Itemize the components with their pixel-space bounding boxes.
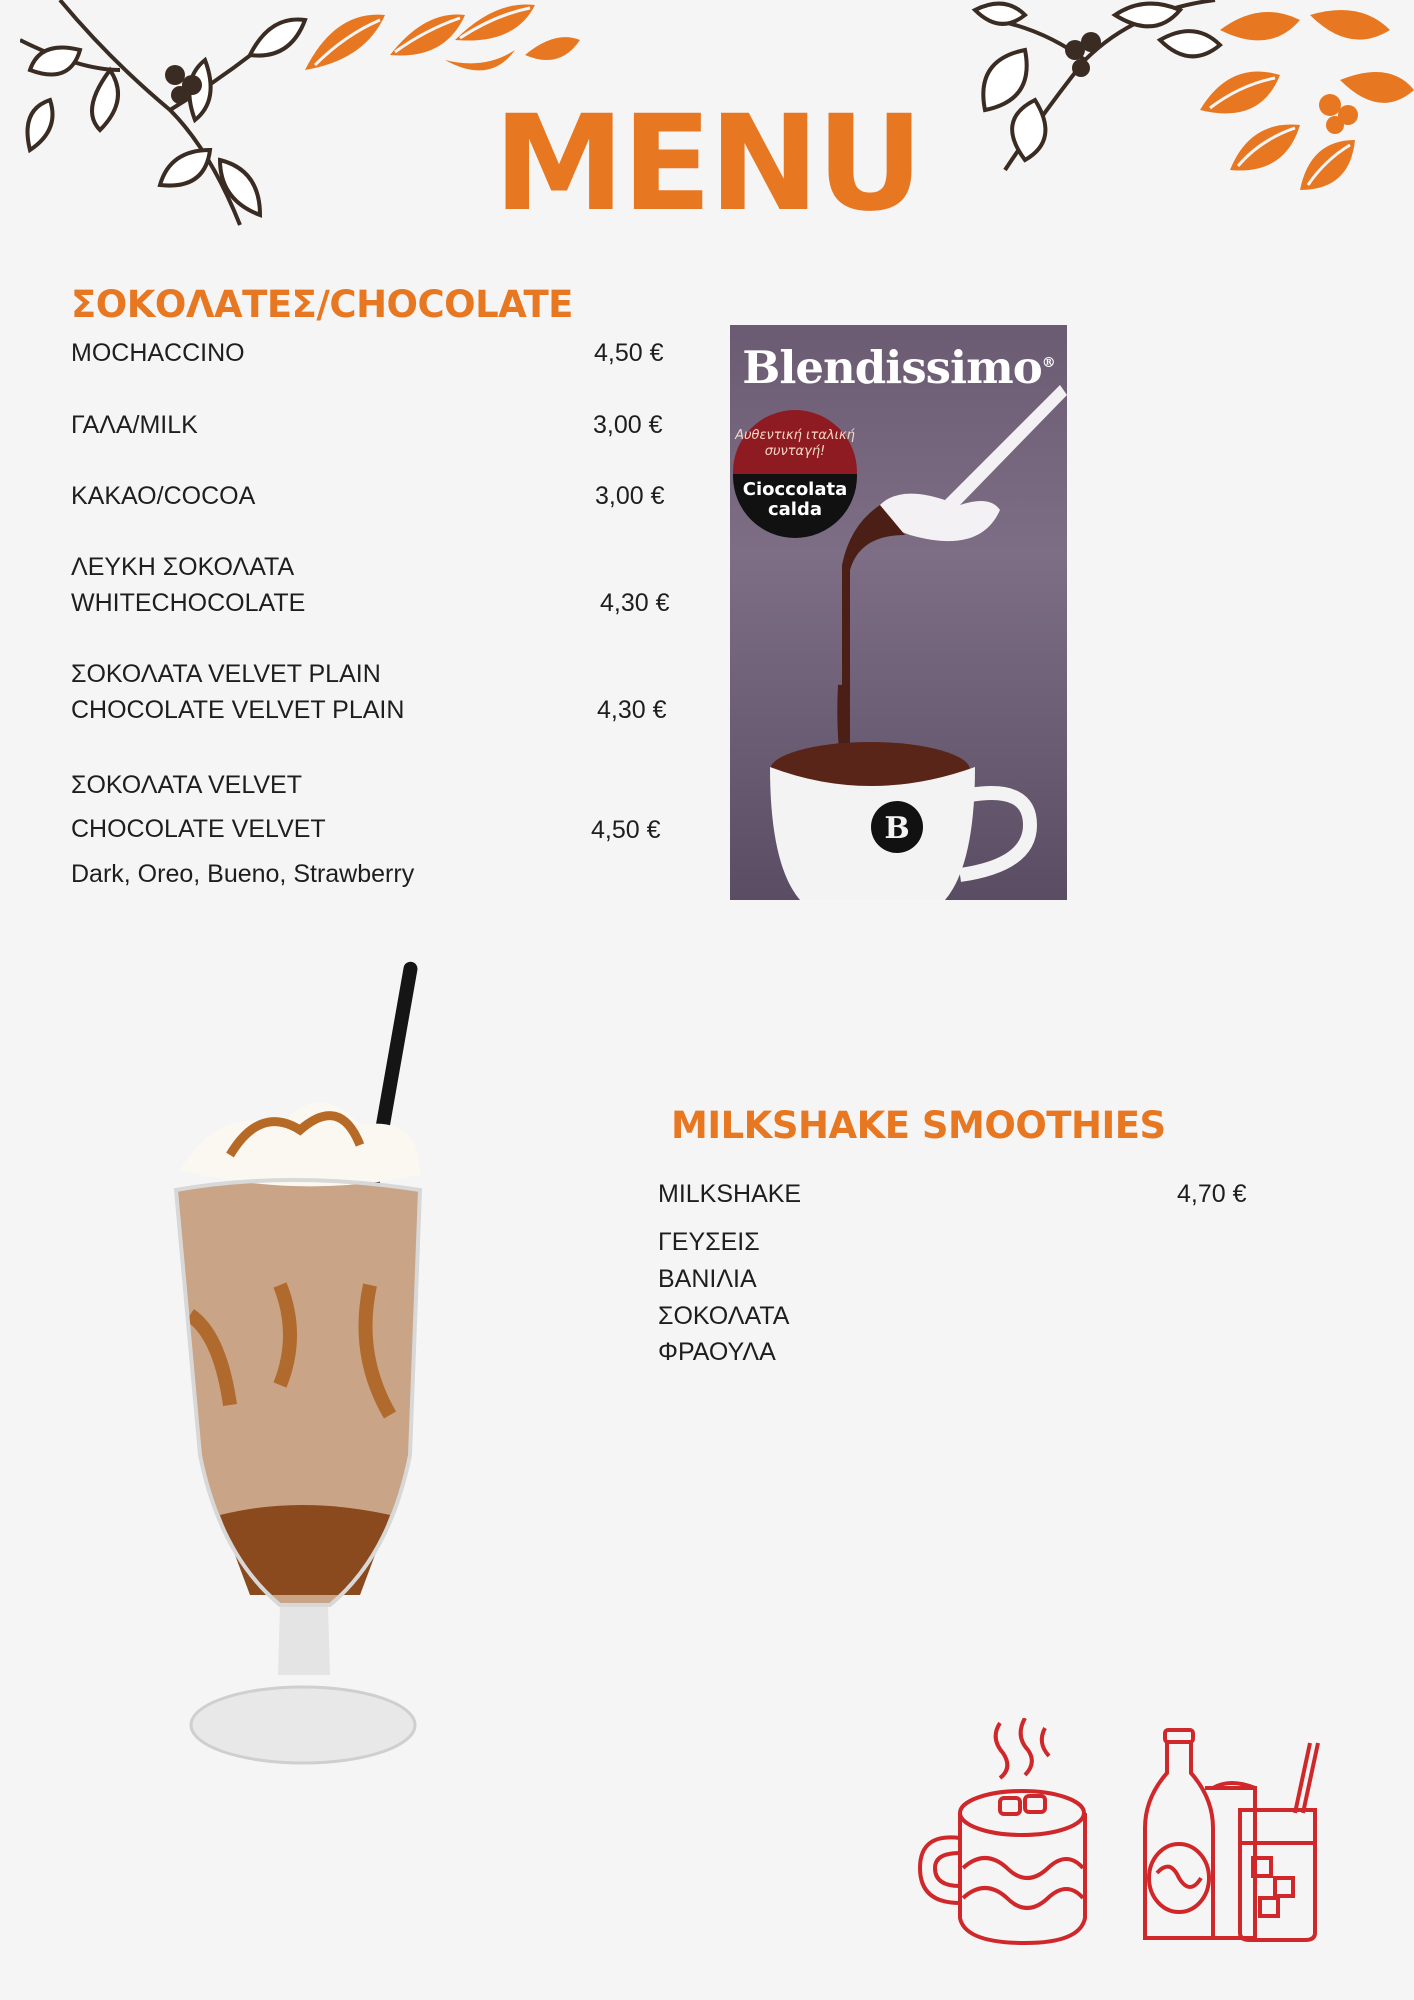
blendissimo-poster-image (730, 325, 1067, 900)
hot-cocoa-mug-icon (915, 1718, 1115, 1948)
flavor-heading: ΓΕΥΣΕΙΣ (658, 1228, 760, 1256)
menu-item-mochaccino (71, 335, 245, 371)
poster-brand: Blendissimo® (742, 341, 1055, 394)
item-name-greek: ΛΕΥΚΗ ΣΟΚΟΛΑΤΑ (71, 553, 295, 581)
chocolate-section-title: ΣΟΚΟΛΑΤΕΣ/CHOCOLATE (71, 283, 573, 326)
item-price: 4,30 € (597, 696, 667, 724)
item-price: 4,50 € (594, 339, 664, 367)
item-name-english-full: CHOCOLATE VELVET (71, 815, 326, 843)
item-name-greek: ΣΟΚΟΛΑΤΑ (71, 771, 208, 799)
coffee-branch-icon (295, 0, 585, 85)
soda-bottles-icon (1135, 1728, 1325, 1948)
item-name-english: WHITECHOCOLATE (71, 589, 306, 618)
milkshake-glass-image (160, 955, 450, 1790)
item-price: 4,70 € (1177, 1180, 1247, 1208)
flavor-list (658, 1224, 789, 1371)
flavor-item: ΒΑΝΙΛΙΑ (658, 1264, 757, 1293)
milkshake-section-title: MILKSHAKE SMOOTHIES (671, 1104, 1166, 1147)
flavor-item: ΣΟΚΟΛΑΤΑ (658, 1301, 790, 1330)
item-price: 3,00 € (593, 411, 663, 439)
menu-item-cocoa (71, 478, 255, 514)
cup-logo: B (884, 811, 910, 846)
item-name-english: VELVET (207, 771, 303, 799)
item-name-english-full: CHOCOLATE VELVET PLAIN (71, 696, 405, 725)
item-price: 3,00 € (595, 482, 665, 510)
item-name-english: MILK (139, 411, 198, 439)
menu-item-velvet (71, 767, 302, 803)
flavor-item: ΦΡΑΟΥΛΑ (658, 1338, 776, 1367)
item-price: 4,50 € (591, 816, 661, 844)
menu-item-velvet-plain (71, 656, 404, 729)
badge-top-text: Αυθεντική ιταλική συνταγή! (733, 410, 857, 474)
badge-bottom-text: Cioccolata calda (733, 474, 857, 538)
page-title: MENU (493, 87, 921, 241)
item-name-greek: ΣΟΚΟΛΑΤΑ (71, 660, 208, 688)
menu-item-milk (71, 407, 198, 443)
menu-item-milkshake: MILKSHAKE (658, 1180, 802, 1208)
item-name-english: VELVET PLAIN (207, 660, 381, 688)
item-name: MOCHACCINO (71, 339, 245, 367)
menu-item-white-chocolate (71, 549, 305, 622)
item-flavors: Dark, Oreo, Bueno, Strawberry (71, 860, 415, 888)
spoon-and-cup-illustration (730, 385, 1067, 900)
item-price: 4,30 € (600, 589, 670, 617)
item-name-greek: ΚΑΚΑΟ/ (71, 482, 164, 510)
item-name-greek: ΓΑΛΑ/ (71, 411, 140, 439)
item-name-english: COCOA (163, 482, 256, 510)
